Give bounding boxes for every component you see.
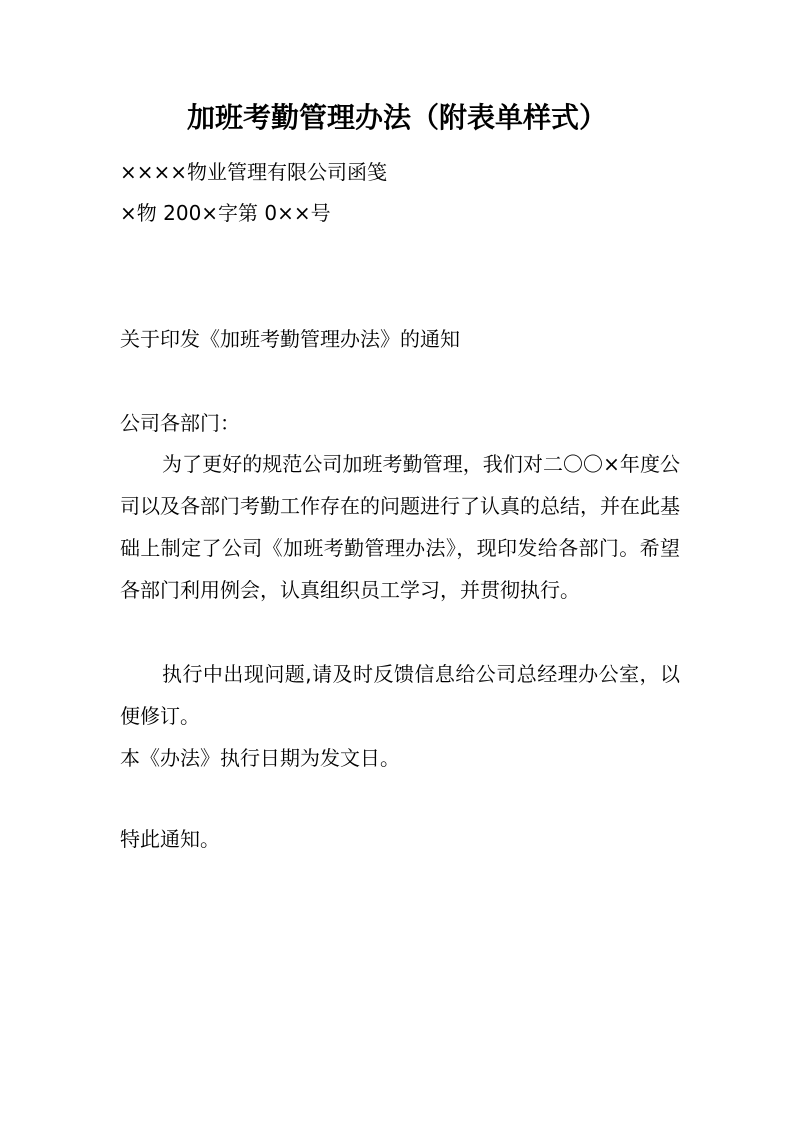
document-title: 加班考勤管理办法（附表单样式） — [186, 101, 607, 134]
letterhead: ××××物业管理有限公司函笺 — [120, 160, 388, 184]
body-paragraph: 为了更好的规范公司加班考勤管理，我们对二〇〇×年度公司以及各部门考勤工作存在的问题进行了认真的总结，并在此基础上制定了公司《加班考勤管理办法》，现印发给各部门。希望各部门利用例会，认真组织员工学习，并贯彻执行。 — [120, 452, 680, 602]
body-paragraph: 本《办法》执行日期为发文日。 — [120, 746, 400, 770]
body-paragraph: 执行中出现问题,请及时反馈信息给公司总经理办公室，以便修订。 — [120, 662, 680, 728]
salutation: 公司各部门： — [120, 411, 240, 435]
notice-subject: 关于印发《加班考勤管理办法》的通知 — [120, 327, 460, 351]
closing-remark: 特此通知。 — [120, 827, 220, 851]
document-number: ×物 200×字第 0××号 — [120, 201, 331, 225]
